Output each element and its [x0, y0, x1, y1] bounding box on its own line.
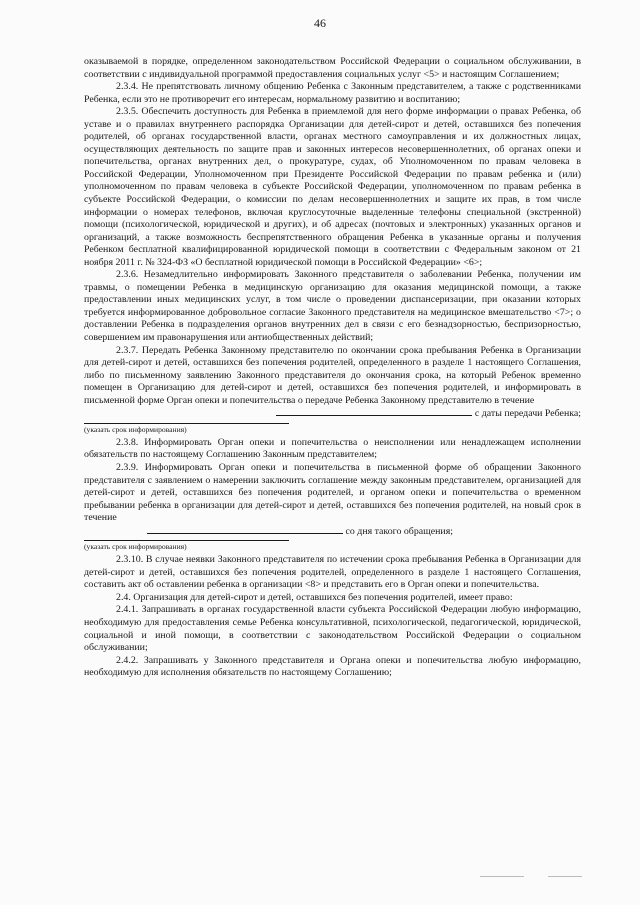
scan-edge-mark: [548, 876, 582, 877]
paragraph-2-3-5: 2.3.5. Обеспечить доступность для Ребенка в приемлемой для него форме информации о правах Ребенка, об уставе и о правилах внутреннего распорядка Организации для детей-сирот и детей, оставшихся без попечения родителей, об органах государственной власти, органах местного самоуправления и их должностных лицах, осуществляющих деятельность по защите прав и законных интересов несовершеннолетних, об органах опеки и попечительства, органах внутренних дел, о прокуратуре, судах, об Уполномоченном по правам человека в Российской Федерации, Уполномоченном при Президенте Российской Федерации по правам ребенка и (или) уполномоченном по правам человека в субъекте Российской Федерации, уполномоченном по правам ребенка в субъекте Российской Федерации, о комиссии по делам несовершеннолетних и защите их прав, в том числе информации о номерах телефонов, включая круглосуточные выделенные телефоны специальной (экстренной) помощи (психологической, юридической и других), и об адресах (почтовых и электронных) указанных органов и организаций, а также возможность беспрепятственного обращения Ребенка в указанные органы и получения Ребенком бесплатной квалифицированной юридической помощи в соответствии с Федеральным законом от 21 ноября 2011 г. № 324-ФЗ «О бесплатной юридической помощи в Российской Федерации» <6>;: [84, 106, 581, 268]
document-body: [84, 56, 581, 680]
paragraph-2-3-10: 2.3.10. В случае неявки Законного представителя по истечении срока пребывания Ребенка в Организации для детей-сирот и детей, оставшихся без попечения родителей, определенного в разделе 1 настоящего Соглашения, составить акт об оставлении ребенка в организации <8> и представить его в Орган опеки и попечительства.: [84, 554, 581, 591]
after-blank-text-2: со дня такого обращения;: [345, 525, 453, 537]
paragraph-2-4: 2.4. Организация для детей-сирот и детей, оставшихся без попечения родителей, имеет право:: [116, 591, 513, 603]
paragraph-2-3-7: 2.3.7. Передать Ребенка Законному представителю по окончании срока пребывания Ребенка в Организации для детей-сирот и детей, оставшихся без попечения родителей, определенного в разделе 1 настоящего Соглашения, либо по письменному заявлению Законного представителя до окончания срока, на который Ребенок временно помещен в Организацию для детей-сирот и детей, оставшихся без попечения родителей, и информировать в письменной форме Орган опеки и попечительства о передаче Ребенка Законному представителю в течение: [84, 344, 581, 406]
fill-in-blank: [276, 407, 472, 416]
paragraph-2-3-8: 2.3.8. Информировать Орган опеки и попечительства о неисполнении или ненадлежащем исполнении обязательств по настоящему Соглашению Законным представителем;: [84, 436, 581, 461]
paragraph-2-4-1: 2.4.1. Запрашивать в органах государственной власти субъекта Российской Федерации любую информацию, необходимую для предоставления семье Ребенка консультативной, психологической, педагогической, юридической, социальной и иной помощи, в соответствии с законодательством Российской Федерации о социальном обслуживании;: [84, 604, 581, 654]
paragraph-2-3-9: 2.3.9. Информировать Орган опеки и попечительства в письменной форме об обращении Законного представителя с заявлением о намерении заключить соглашение между законным представителем, организацией для детей-сирот и детей, оставшихся без попечения родителей, и органом опеки и попечительства о временном пребывании ребенка в организации для детей-сирот и детей, оставшихся без попечения родителей, на новый срок в течение: [84, 461, 581, 524]
blank-line-1: [84, 407, 581, 421]
footnote-caption-2: (указать срок информирования): [84, 540, 289, 552]
scan-edge-mark: [480, 876, 524, 877]
footnote-caption-1: (указать срок информирования): [84, 423, 289, 435]
fill-in-blank: [147, 525, 343, 534]
after-blank-text-1: с даты передачи Ребенка;: [474, 408, 581, 420]
paragraph-2-3-4: 2.3.4. Не препятствовать личному общению Ребенка с Законным представителем, а также с родственниками Ребенка, если это не противоречит его интересам, нормальному развитию и воспитанию;: [84, 81, 581, 105]
paragraph-2-4-2: 2.4.2. Запрашивать у Законного представителя и Органа опеки и попечительства любую информацию, необходимую для исполнения обязательств по настоящему Соглашению;: [84, 654, 581, 679]
blank-line-2: [84, 525, 581, 539]
paragraph-2-3-6: 2.3.6. Незамедлительно информировать Законного представителя о заболевании Ребенка, получении им травмы, о помещении Ребенка в медицинскую организацию для оказания медицинской помощи, а также предоставлении иных медицинских услуг, в том числе о проведении диспансеризации, при оказании которых требуется информированное добровольное согласие Законного представителя на медицинское вмешательство <7>; о доставлении Ребенка в подразделения органов внутренних дел в связи с его безнадзорностью, беспризорностью, совершением им правонарушения или антиобщественных действий;: [84, 269, 581, 344]
page-number: 46: [314, 16, 326, 30]
paragraph-continuation: оказываемой в порядке, определенном законодательством Российской Федерации о социальном обслуживании, в соответствии с индивидуальной программой предоставления социальных услуг <5> и настоящим Соглашением;: [84, 56, 581, 80]
